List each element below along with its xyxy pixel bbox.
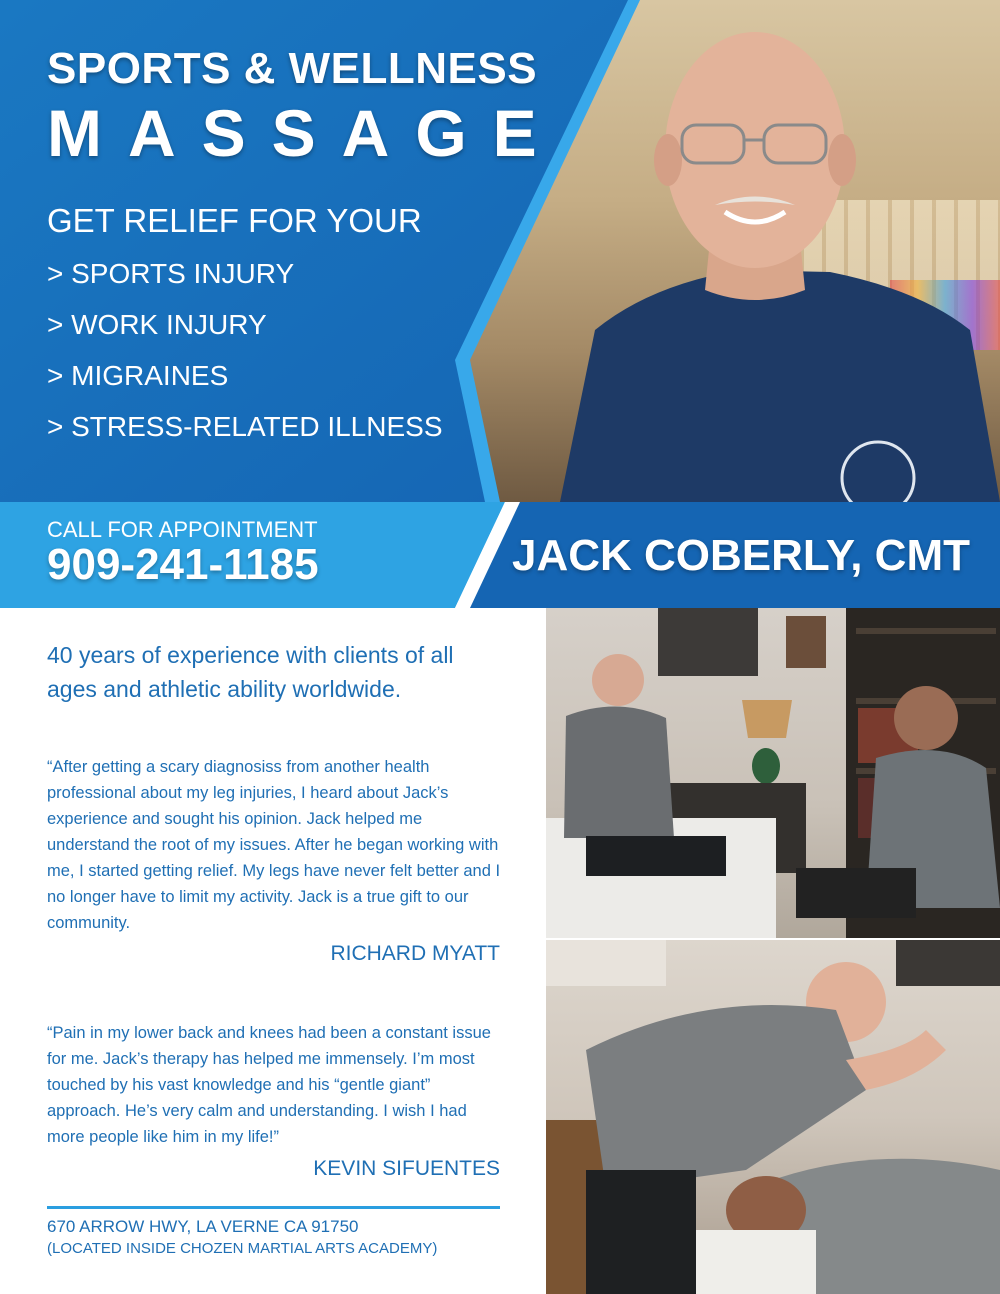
testimonial-author: KEVIN SIFUENTES [313,1157,500,1180]
testimonial-quote: “Pain in my lower back and knees had been a constant issue for me. Jack’s therapy has helped me immensely. I’m most touched by his vast knowledge and his “gentle giant” approach. He’s very calm and understanding. I wish I had more people like him in my life!” [47,1024,491,1146]
experience-statement: 40 years of experience with clients of all ages and athletic ability worldwide. [47,642,454,702]
headline-line-2: MASSAGE [47,96,563,170]
massage-session-photo [546,940,1000,1294]
divider [47,1206,500,1209]
phone-number[interactable]: 909-241-1185 [47,540,319,589]
relief-item: > MIGRAINES [47,360,229,391]
headline-line-1: SPORTS & WELLNESS [47,44,538,93]
hero-section [0,0,1000,502]
location-note: (LOCATED INSIDE CHOZEN MARTIAL ARTS ACADEMY) [47,1240,438,1257]
relief-item: > STRESS-RELATED ILLNESS [47,411,443,442]
testimonial-quote: “After getting a scary diagnosiss from another health professional about my leg injuries, I heard about Jack’s experience and sought his opinion. Jack helped me understand the root of my issues. After he began working with me, I started getting relief. My legs have never felt better and I no longer have to limit my activity. Jack is a true gift to our community. [47,758,501,932]
testimonial-author: RICHARD MYATT [330,942,500,965]
call-for-appointment-label: CALL FOR APPOINTMENT [47,517,318,542]
consultation-photo [546,608,1000,938]
relief-item: > SPORTS INJURY [47,258,295,289]
relief-heading: GET RELIEF FOR YOUR [47,202,422,239]
address: 670 ARROW HWY, LA VERNE CA 91750 [47,1217,359,1236]
relief-item: > WORK INJURY [47,309,267,340]
therapist-name: JACK COBERLY, CMT [512,531,970,580]
